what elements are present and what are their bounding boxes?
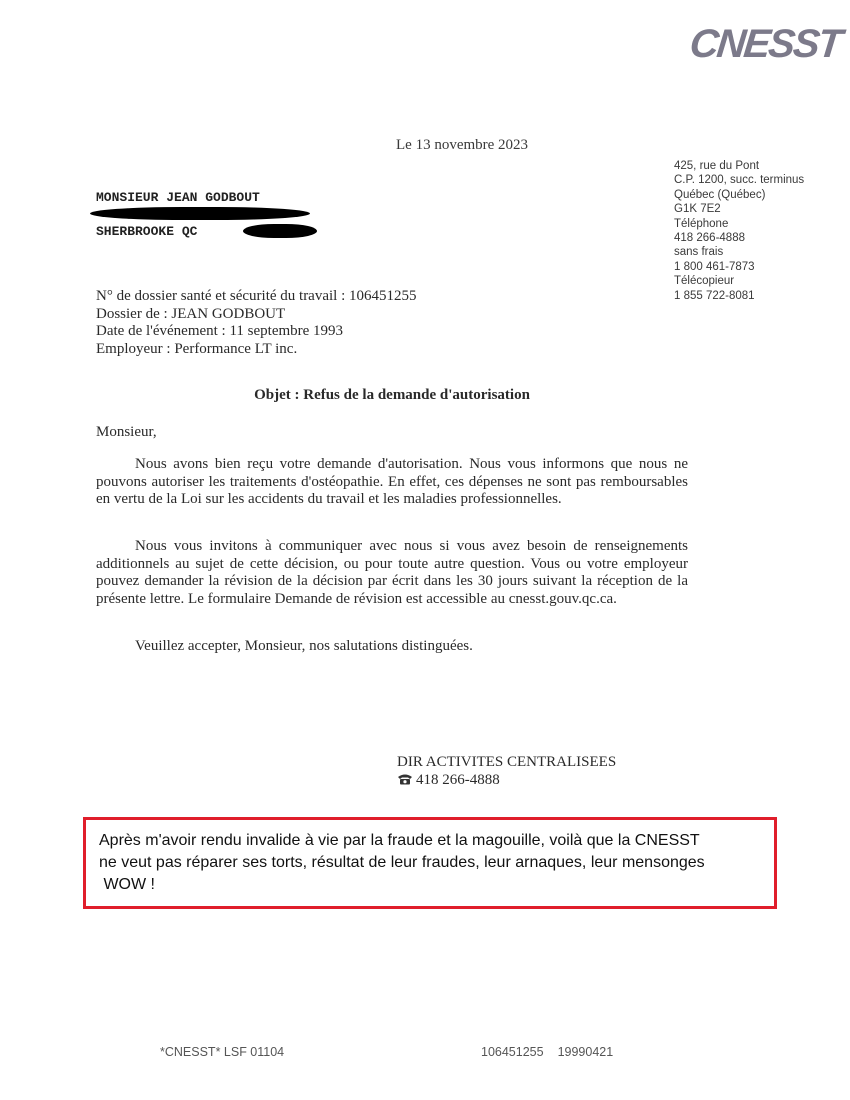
- sender-address: [674, 159, 804, 303]
- footer-code: 19990421: [557, 1045, 614, 1059]
- annotation-line: WOW !: [99, 876, 155, 893]
- closing-line: Veuillez accepter, Monsieur, nos salutations distinguées.: [135, 638, 473, 654]
- address-line: C.P. 1200, succ. terminus: [674, 174, 805, 187]
- address-line: Téléphone: [674, 217, 729, 230]
- subject-line: Objet : Refus de la demande d'autorisation: [254, 387, 530, 403]
- signature-phone-row: [397, 771, 616, 789]
- signature-block: [397, 753, 616, 789]
- annotation-box: [83, 817, 777, 909]
- recipient-name: MONSIEUR JEAN GODBOUT: [96, 190, 260, 205]
- file-name-line: Dossier de : JEAN GODBOUT: [96, 305, 286, 322]
- file-info: [96, 288, 417, 358]
- footer-form-code: *CNESST* LSF 01104: [160, 1045, 285, 1059]
- body-paragraph: Nous avons bien reçu votre demande d'autorisation. Nous vous informons que nous ne pouvons autoriser les traitements d'ostéopathie. En effet, ces dépenses ne sont pas remboursables en vertu de la Loi sur les accidents du travail et les maladies professionnelles.: [96, 456, 688, 507]
- employer-line: Employeur : Performance LT inc.: [96, 340, 298, 357]
- footer-file-number: 106451255: [481, 1045, 544, 1059]
- file-number-line: N° de dossier santé et sécurité du travail : 106451255: [96, 288, 417, 304]
- footer-reference: [481, 1045, 613, 1059]
- event-date-line: Date de l'événement : 11 septembre 1993: [96, 323, 344, 339]
- department-name: DIR ACTIVITES CENTRALISEES: [397, 754, 617, 770]
- address-line: Québec (Québec): [674, 188, 766, 201]
- department-phone: 418 266-4888: [416, 772, 500, 788]
- annotation-line: ne veut pas réparer ses torts, résultat de leur fraudes, leur arnaques, leur mensonges: [99, 854, 705, 871]
- address-line: G1K 7E2: [674, 203, 721, 216]
- letter-date: Le 13 novembre 2023: [396, 137, 529, 153]
- telephone-icon: [397, 773, 413, 785]
- body-paragraph: Nous vous invitons à communiquer avec nous si vous avez besoin de renseignements additionnels au sujet de cette décision, ou pour toute autre question. Vous ou votre employeur pouvez demander la révision de la décision par écrit dans les 30 jours suivant la réception de la présente lettre. Le formulaire Demande de révision est accessible au cnesst.gouv.qc.ca.: [96, 538, 688, 607]
- address-line: 1 855 722-8081: [674, 289, 755, 302]
- redaction-mark: [90, 207, 310, 220]
- address-line: sans frais: [674, 246, 724, 259]
- annotation-line: Après m'avoir rendu invalide à vie par la fraude et la magouille, voilà que la CNESST: [99, 832, 700, 849]
- redaction-mark: [243, 224, 317, 238]
- address-line: 418 266-4888: [674, 232, 745, 245]
- recipient-city: SHERBROOKE QC: [96, 224, 198, 239]
- address-line: Télécopieur: [674, 275, 735, 288]
- salutation: Monsieur,: [96, 424, 157, 440]
- cnesst-logo: CNESST: [687, 22, 843, 66]
- address-line: 425, rue du Pont: [674, 160, 760, 172]
- address-line: 1 800 461-7873: [674, 260, 755, 273]
